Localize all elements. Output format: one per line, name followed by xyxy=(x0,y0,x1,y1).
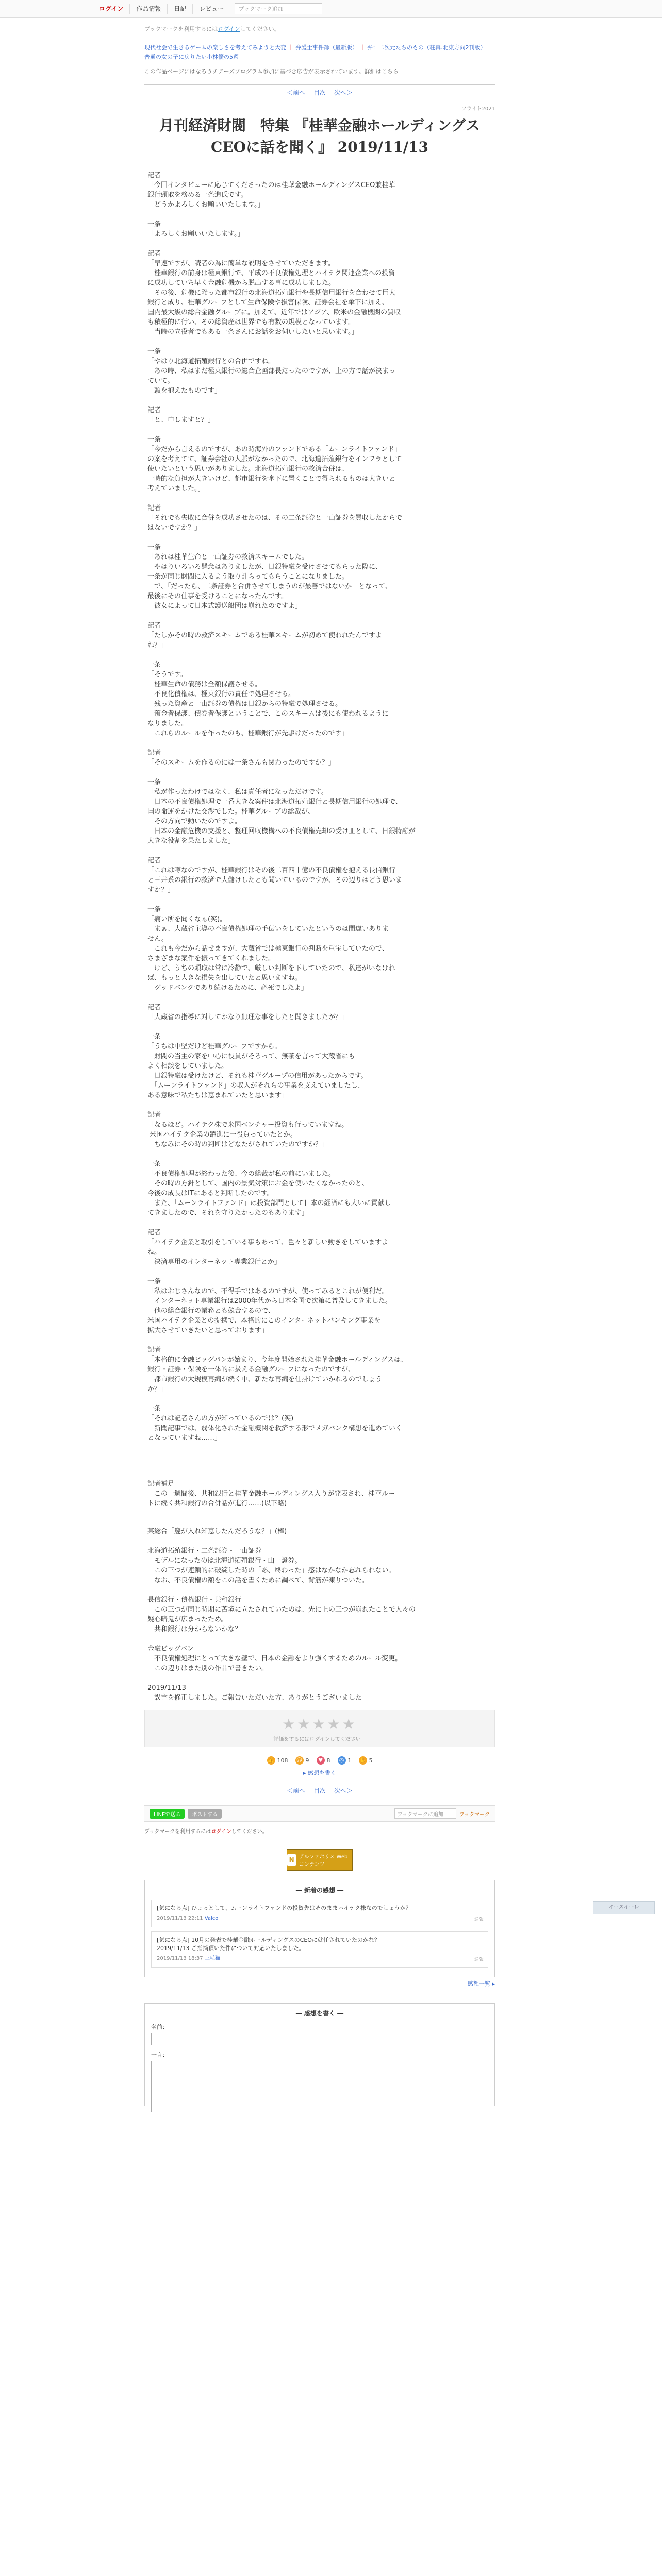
comments-more-link[interactable]: 感想一覧 ▸ xyxy=(467,1980,495,1987)
report-button[interactable]: 通報 xyxy=(474,1957,484,1962)
reaction-button[interactable] xyxy=(267,1756,288,1765)
divider xyxy=(144,84,495,85)
form-title: ― 感想を書く ― xyxy=(295,2010,344,2017)
reaction-bar xyxy=(144,1756,495,1765)
reaction-button[interactable] xyxy=(338,1756,352,1765)
index-link[interactable]: 目次 xyxy=(313,89,326,96)
comment-author-link[interactable]: 三毛猫 xyxy=(204,1956,220,1961)
next-link[interactable]: 次へ＞ xyxy=(334,89,353,96)
index-link-bottom[interactable]: 目次 xyxy=(313,1787,326,1794)
recent-comments xyxy=(144,1880,495,1977)
comment-item: [気になる点] 10月の発表で桂華金融ホールディングスのCEOに就任されていたのかな？ 2019/11/13 ご指摘頂いた件について対応いたしました。 2019/11/13 18:37 三毛猫 通報 xyxy=(151,1931,488,1968)
bookmark-link[interactable]: ブックマーク xyxy=(459,1811,490,1818)
reaction-count: 8 xyxy=(326,1757,330,1764)
review-link[interactable]: レビュー xyxy=(193,4,230,14)
bookmark-notice-bottom: ブックマークを利用するにはログインしてください。 xyxy=(144,1829,268,1835)
write-review-link[interactable]: ▸ 感想を書く xyxy=(303,1770,337,1776)
pager-bottom xyxy=(144,1786,495,1795)
bookmark-input[interactable]: ブックマーク追加 xyxy=(235,3,322,14)
episode-category: フライト2021 xyxy=(461,106,495,112)
page-title: 月刊経済財閥 特集 『桂華金融ホールディングスCEOに話を聞く』 2019/11/13 xyxy=(159,117,481,156)
reaction-count: 108 xyxy=(277,1757,288,1764)
post-share-button[interactable]: ポストする xyxy=(188,1809,222,1819)
work-info-link[interactable]: 作品情報 xyxy=(130,4,168,14)
comment-item: [気になる点] ひょっとして、ムーンライトファンドの投資先はそのままハイテク株なのでしょうか？ 2019/11/13 22:11 Valco 通報 xyxy=(151,1900,488,1927)
side-tab[interactable]: イースイーレ xyxy=(593,1901,655,1914)
reaction-count: 5 xyxy=(369,1757,373,1764)
bookmark-notice: ブックマークを利用するにはログインしてください。 xyxy=(144,26,280,32)
next-link-bottom[interactable]: 次へ＞ xyxy=(334,1787,353,1794)
author-note: この一週間後、共和銀行と桂華金融ホールディングス入りが発表され、桂華ルー トに続く共和銀行の合併話が進行……(以下略) xyxy=(147,1490,395,1507)
main-content xyxy=(144,25,495,2106)
login-link-bottom[interactable]: ログイン xyxy=(211,1829,231,1835)
laugh-icon: ☺ xyxy=(295,1756,304,1765)
name-label: 名前： xyxy=(151,2024,168,2030)
promo-links: 現代社会で生きるゲームの楽しさを考えてみようと大変 ｜ 弁護士事件簿（最新版） ｜ 弁：二次元たちのもの（荘真.北東方向2刊版） 普通の女の子に戻りたい小林優の5週 xyxy=(144,43,495,62)
tear-icon: ◎ xyxy=(338,1756,346,1765)
diary-link[interactable]: 日記 xyxy=(168,4,193,14)
reaction-count: 1 xyxy=(347,1757,352,1764)
review-form xyxy=(144,2003,495,2106)
clap-icon: ✋ xyxy=(359,1757,367,1764)
bookmark-add-input[interactable]: ブックマークに追加 xyxy=(394,1808,456,1819)
ad-notice: この作品ページにはなろうチアーズプログラム参加に基づき広告が表示されています。詳細はこちら xyxy=(144,68,399,75)
promo-link-4[interactable]: 普通の女の子に戻りたい小林優の5週 xyxy=(144,54,239,60)
article-body: 記者 「今回インタビューに応じてくださったのは桂華金融ホールディングスCEO兼桂華 銀行頭取を務める一条進氏です。 どうかよろしくお願いいたします。」 一条 「よろしくお願いいたします。」 記者 「早速ですが、読者の為に簡単な説明をさせていただきます。 桂華銀行の前身は極東銀行で、平成の不良債権処理とハイテク関連企業への投資 に成功していち早く金融危機から脱出する事に成功しました。 その後、危機に陥った都市銀行の北海道拓殖銀行や長期信用銀行を合わせて巨大 銀行と成り、桂華グループとして生命保険や損害保険、証券会社を傘下に加え、 国内最大級の総合金融グループに。加えて、近年ではアジア、欧米の金融機関の買収 も積極的に行い、その総資産は世界でも有数の規模となっています。 当時の立役者でもある一条さんにお話をお伺いしたいと思います。」 一条 「やはり北海道拓殖銀行との合併ですね。 あの時、私はまだ極東銀行の総合企画部長だったのですが、上の方で話が決まっ ていて。 頭を抱えたものです」 記者 「と、申しますと？」 一条 「今だから言えるのですが、あの時海外のファンドである「ムーンライトファンド」 の案を考えてて、証券会社の人脈がなかったので、北海道拓殖銀行をインフラとして 使いたいという思いがありました。北海道拓殖銀行の救済合併は、 一時的な負担が大きいけど、都市銀行を傘下に置くことで得られるものは大きいと 考えていました。」 記者 「それでも失敗に合併を成功させたのは、その二条証券と一山証券を買収したからで はないですか？」 一条 「あれは桂華生命と一山証券の救済スキームでした。 やはりいろいろ懸念はありましたが、日銀特融を受けさせてもらった際に、 一条が同じ財閥に入るよう取り計らってもらうことになりました。 で、「だったら、二条証券と合併させてしまうのが最善ではないか」となって、 最後にその仕事を受けることになったんです。 彼女によって日本式護送船団は崩れたのですよ」 記者 「たしかその時の救済スキームである桂華スキームが初めて使われたんですよ ね？」 一条 「そうです。 桂華生命の債務は全額保護させる。 不良化債権は、極東銀行の責任で処理させる。 残った資産と一山証券の債権は日銀からの特融で処理させる。 預金者保護、債券者保護ということで、このスキームは後にも使われるように なりました。 これらのルールを作ったのも、桂華銀行が先駆けだったのです」 記者 「そのスキームを作るのには一条さんも関わったのですか？」 一条 「私が作ったわけではなく、私は責任者になっただけです。 日本の不良債権処理で一番大きな案件は北海道拓殖銀行と長期信用銀行の処理で、 国の命運をかけた交渉でした。桂華グループの総裁が、 その方向で動いたのですよ。 日本の金融危機の支援と、整理回収機構への不良債権売却の受け皿として、日銀特融が 大きな役割を果たしました」 記者 「これは噂なのですが、桂華銀行はその後二百四十億の不良債権を抱える長信銀行 と三井系の銀行の救済で大儲けしたとも聞いているのですが、その辺りはどう思いま すか？」 一条 「痛い所を聞くなぁ(笑)。 まぁ、大蔵省主導の不良債権処理の手伝いをしていたというのは間違いありま せん。 これも今だから話せますが、大蔵省では極東銀行の判断を重宝していたので、 さまざまな案件を振ってきてくれました。 けど、うちの頭取は常に冷静で、厳しい判断を下していたので、私達がいなけれ ば、もっと大きな損失を出していたと思いますね。 グッドバンクであり続けるために、必死でしたよ」 記者 「大蔵省の指導に対してかなり無理な事をしたと聞きましたが？」 一条 「うちは中堅だけど桂華グループですから。 財閥の当主の家を中心に役員がそろって、無茶を言って大蔵省にも よく相談をしていました。 日銀特融は受けたけど、それも桂華グループの信用があったからです。 「ムーンライトファンド」の収入がそれらの事業を支えていましたし、 ある意味で私たちは恵まれていたと思います」 記者 「なるほど。ハイテク株で米国ベンチャー投資も行っていますね。 米国ハイテク企業の躍進に一役買っていたとか。 ちなみにその時の判断はどなたがされていたのですか？」 一条 「不良債権処理が終わった後、今の総裁が私の前にいました。 その時の方針として、国内の景気対策にお金を使いたくなかったのと、 今後の成長はITにあると判断したのです。 また、「ムーンライトファンド」は投資部門として日本の経済にも大いに貢献し てきましたので、それを守りたかったのもあります」 記者 「ハイテク企業と取引をしている事もあって、色々と新しい動きをしていますよ ね。 決済専用のインターネット専業銀行とか」 一条 「私はおじさんなので、不得手ではあるのですが、使ってみるとこれが便利だ。 インターネット専業銀行は2000年代から日本全国で次第に普及してきました。 他の総合銀行の業務とも競合するので、 米国ハイテク企業との提携で、本格的にこのインターネットバンキング事業を 拡大させていきたいと思っております」 記者 「本格的に金融ビッグバンが始まり、今年度開始された桂華金融ホールディングスは、 銀行・証券・保険を一体的に扱える金融グループになったのですが、 都市銀行の大規模再編が続く中、新たな再編を仕掛けていかれるのでしょう か？」 一条 「それは記者さんの方が知っているのでは？(笑) 新聞記事では、弱体化された金融機関を救済する形でメガバンク構想を進めていく となっていますね……」 xyxy=(147,172,416,1442)
body-label: 一言： xyxy=(151,2052,168,2058)
pager-top xyxy=(144,88,495,97)
reaction-button[interactable] xyxy=(317,1756,330,1765)
reaction-button[interactable] xyxy=(359,1756,373,1765)
star-rating[interactable]: ★★★★★ xyxy=(282,1716,357,1733)
comment-author-link[interactable]: Valco xyxy=(204,1916,219,1921)
share-bar xyxy=(144,1805,495,1822)
promo-link-1[interactable]: 現代社会で生きるゲームの楽しさを考えてみようと大変 xyxy=(144,44,286,51)
thumbs-up-icon: 👍 xyxy=(267,1757,275,1764)
reaction-count: 9 xyxy=(305,1757,309,1764)
heart-icon: ♥ xyxy=(317,1756,325,1765)
comment-textarea[interactable] xyxy=(151,2061,488,2112)
promo-link-3[interactable]: 弁：二次元たちのもの（荘真.北東方向2刊版） xyxy=(367,44,486,51)
reaction-button[interactable] xyxy=(295,1756,309,1765)
rating-box xyxy=(144,1710,495,1747)
author-note-label: 記者補足 xyxy=(147,1480,175,1488)
login-link-inline[interactable]: ログイン xyxy=(218,26,240,32)
banner-text: アルファポリス Webコンテンツ xyxy=(299,1854,348,1868)
banner-ad[interactable] xyxy=(287,1849,353,1871)
report-button[interactable]: 通報 xyxy=(474,1917,484,1922)
rating-login-note: 評価をするにはログインしてください。 xyxy=(273,1737,366,1742)
afterword: 某総合「慶が入れ知恵したんだろうな？」(棒) 北海道拓殖銀行・二条証券・一山証券 モデルになったのは北海道拓殖銀行・山一證券。 この三つが連鎖的に破綻した時の「あ、終わった」感はなかなか忘れられない。 なお、不良債権の額をこの話を書くために調べて、背筋が凍りついた。 長信銀行・債権銀行・共和銀行 この三つが同じ時期に苦境に立たされていたのは、先に上の三つが崩れたことで人々の 疑心暗鬼が広まったため。 共和銀行は分からないかな？ 金融ビッグバン 不良債権処理にとって大きな壁で、日本の金融をより強くするためのルール変更。 この辺りはまた別の作品で書きたい。 2019/11/13 誤字を修正しました。ご報告いただいた方、ありがとうございました xyxy=(147,1528,416,1702)
promo-link-2[interactable]: 弁護士事件簿（最新版） xyxy=(295,44,358,51)
login-link[interactable]: ログイン xyxy=(93,4,130,14)
banner-logo-icon: N xyxy=(287,1854,296,1866)
prev-link[interactable]: ＜前へ xyxy=(287,89,306,96)
line-share-button[interactable]: LINEで送る xyxy=(150,1809,185,1819)
top-nav xyxy=(0,0,662,18)
name-field[interactable] xyxy=(151,2033,488,2045)
prev-link-bottom[interactable]: ＜前へ xyxy=(287,1787,306,1794)
comments-title: ― 新着の感想 ― xyxy=(295,1887,344,1894)
